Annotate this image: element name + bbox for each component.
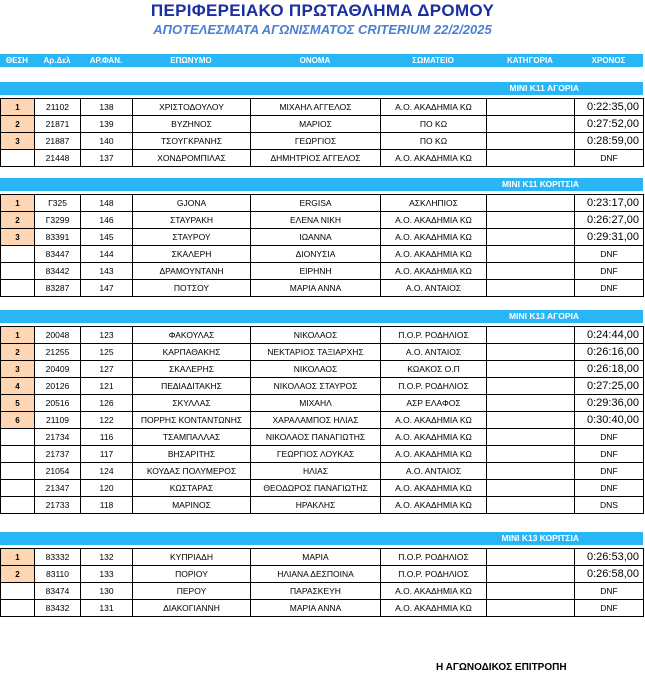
name-cell: ΗΛΙΑΣ — [251, 463, 381, 480]
section-title: ΜΙΝΙ Κ13 ΑΓΟΡΙΑ — [509, 311, 579, 321]
position-cell: 3 — [1, 361, 35, 378]
category-cell — [487, 99, 575, 116]
surname-cell: ΔΙΑΚΟΓΙΑΝΝΗ — [133, 600, 251, 617]
bib-cell: 143 — [81, 263, 133, 280]
name-cell: ΕΛΕΝΑ ΝΙΚΗ — [251, 212, 381, 229]
time-cell: DNF — [575, 446, 644, 463]
table-row — [1, 361, 644, 378]
category-cell — [487, 229, 575, 246]
surname-cell: ΤΣΟΥΓΚΡΑΝΗΣ — [133, 133, 251, 150]
name-cell: ΔΗΜΗΤΡΙΟΣ ΑΓΓΕΛΟΣ — [251, 150, 381, 167]
category-cell — [487, 412, 575, 429]
surname-cell: ΜΑΡΙΝΟΣ — [133, 497, 251, 514]
club-cell: Α.Ο. ΑΚΑΔΗΜΙΑ ΚΩ — [381, 150, 487, 167]
table-row — [1, 263, 644, 280]
time-cell: 0:26:16,00 — [575, 344, 644, 361]
club-cell: ΠΟ ΚΩ — [381, 133, 487, 150]
surname-cell: GJONA — [133, 195, 251, 212]
position-cell: 1 — [1, 327, 35, 344]
table-row — [1, 133, 644, 150]
name-cell: ΜΑΡΙΑ — [251, 549, 381, 566]
club-cell: Α.Ο. ΑΚΑΔΗΜΙΑ ΚΩ — [381, 412, 487, 429]
category-cell — [487, 497, 575, 514]
position-cell: 2 — [1, 566, 35, 583]
results-table — [0, 98, 644, 167]
category-cell — [487, 361, 575, 378]
col-position: ΘΕΣΗ — [5, 56, 29, 65]
club-cell: Π.Ο.Ρ. ΡΟΔΗΛΙΟΣ — [381, 327, 487, 344]
del-cell: 21887 — [35, 133, 81, 150]
name-cell: ΝΕΚΤΑΡΙΟΣ ΤΑΞΙΑΡΧΗΣ — [251, 344, 381, 361]
name-cell: ΝΙΚΟΛΑΟΣ ΣΤΑΥΡΟΣ — [251, 378, 381, 395]
position-cell — [1, 246, 35, 263]
name-cell: ΜΑΡΙΟΣ — [251, 116, 381, 133]
del-cell: 21054 — [35, 463, 81, 480]
category-cell — [487, 212, 575, 229]
bib-cell: 118 — [81, 497, 133, 514]
del-cell: 83110 — [35, 566, 81, 583]
club-cell: Α.Ο. ΑΚΑΔΗΜΙΑ ΚΩ — [381, 583, 487, 600]
club-cell: Α.Ο. ΑΚΑΔΗΜΙΑ ΚΩ — [381, 600, 487, 617]
category-cell — [487, 480, 575, 497]
name-cell: ΧΑΡΑΛΑΜΠΟΣ ΗΛΙΑΣ — [251, 412, 381, 429]
table-row — [1, 395, 644, 412]
name-cell: ΕΙΡΗΝΗ — [251, 263, 381, 280]
table-row — [1, 280, 644, 297]
time-cell: 0:23:17,00 — [575, 195, 644, 212]
name-cell: ERGISA — [251, 195, 381, 212]
table-row — [1, 549, 644, 566]
club-cell: Α.Ο. ΑΚΑΔΗΜΙΑ ΚΩ — [381, 263, 487, 280]
results-table — [0, 194, 644, 297]
bib-cell: 144 — [81, 246, 133, 263]
col-club: ΣΩΜΑΤΕΙΟ — [412, 56, 454, 65]
club-cell: Α.Ο. ΑΝΤΑΙΟΣ — [381, 344, 487, 361]
category-cell — [487, 150, 575, 167]
time-cell: DNF — [575, 480, 644, 497]
time-cell: DNF — [575, 600, 644, 617]
table-row — [1, 150, 644, 167]
surname-cell: ΤΣΑΜΠΑΛΛΑΣ — [133, 429, 251, 446]
category-cell — [487, 246, 575, 263]
name-cell: ΓΕΩΡΓΙΟΣ ΛΟΥΚΑΣ — [251, 446, 381, 463]
table-row — [1, 378, 644, 395]
club-cell: Α.Ο. ΑΚΑΔΗΜΙΑ ΚΩ — [381, 246, 487, 263]
table-row — [1, 600, 644, 617]
col-name: ΟΝΟΜΑ — [299, 56, 331, 65]
bib-cell: 120 — [81, 480, 133, 497]
time-cell: 0:26:27,00 — [575, 212, 644, 229]
time-cell: 0:27:25,00 — [575, 378, 644, 395]
name-cell: ΝΙΚΟΛΑΟΣ — [251, 327, 381, 344]
position-cell — [1, 583, 35, 600]
surname-cell: ΣΤΑΥΡΑΚΗ — [133, 212, 251, 229]
table-row — [1, 480, 644, 497]
surname-cell: ΣΚΑΛΕΡΗΣ — [133, 361, 251, 378]
table-row — [1, 99, 644, 116]
del-cell: Γ325 — [35, 195, 81, 212]
category-cell — [487, 463, 575, 480]
category-cell — [487, 195, 575, 212]
surname-cell: ΣΚΥΛΛΑΣ — [133, 395, 251, 412]
table-row — [1, 344, 644, 361]
table-row — [1, 429, 644, 446]
name-cell: ΝΙΚΟΛΑΟΣ ΠΑΝΑΓΙΩΤΗΣ — [251, 429, 381, 446]
table-row — [1, 463, 644, 480]
del-cell: 21255 — [35, 344, 81, 361]
bib-cell: 131 — [81, 600, 133, 617]
del-cell: 83474 — [35, 583, 81, 600]
section-title: ΜΙΝΙ Κ11 ΚΟΡΙΤΣΙΑ — [502, 179, 579, 189]
position-cell — [1, 446, 35, 463]
club-cell: Π.Ο.Ρ. ΡΟΔΗΛΙΟΣ — [381, 566, 487, 583]
del-cell: 83442 — [35, 263, 81, 280]
bib-cell: 147 — [81, 280, 133, 297]
section-header — [0, 532, 643, 545]
surname-cell: ΠΕΡΟΥ — [133, 583, 251, 600]
category-cell — [487, 116, 575, 133]
bib-cell: 137 — [81, 150, 133, 167]
del-cell: 21734 — [35, 429, 81, 446]
surname-cell: ΧΡΙΣΤΟΔΟΥΛΟΥ — [133, 99, 251, 116]
club-cell: Α.Ο. ΑΚΑΔΗΜΙΑ ΚΩ — [381, 429, 487, 446]
bib-cell: 124 — [81, 463, 133, 480]
time-cell: 0:29:31,00 — [575, 229, 644, 246]
surname-cell: ΚΟΥΔΑΣ ΠΟΛΥΜΕΡΟΣ — [133, 463, 251, 480]
position-cell — [1, 480, 35, 497]
name-cell: ΜΑΡΙΑ ΑΝΝΑ — [251, 600, 381, 617]
time-cell: DNF — [575, 246, 644, 263]
del-cell: 21102 — [35, 99, 81, 116]
surname-cell: ΚΑΡΠΑΘΑΚΗΣ — [133, 344, 251, 361]
position-cell: 2 — [1, 344, 35, 361]
del-cell: Γ3299 — [35, 212, 81, 229]
surname-cell: ΠΕΔΙΑΔΙΤΑΚΗΣ — [133, 378, 251, 395]
col-surname: ΕΠΩΝΥΜΟ — [170, 56, 212, 65]
bib-cell: 140 — [81, 133, 133, 150]
bib-cell: 132 — [81, 549, 133, 566]
position-cell — [1, 497, 35, 514]
del-cell: 21347 — [35, 480, 81, 497]
position-cell — [1, 600, 35, 617]
table-row — [1, 566, 644, 583]
table-row — [1, 229, 644, 246]
results-table — [0, 548, 644, 617]
category-cell — [487, 344, 575, 361]
table-row — [1, 497, 644, 514]
bib-cell: 138 — [81, 99, 133, 116]
bib-cell: 122 — [81, 412, 133, 429]
category-cell — [487, 327, 575, 344]
name-cell: ΓΕΩΡΓΙΟΣ — [251, 133, 381, 150]
position-cell — [1, 150, 35, 167]
position-cell: 2 — [1, 212, 35, 229]
club-cell: Α.Ο. ΑΚΑΔΗΜΙΑ ΚΩ — [381, 446, 487, 463]
section-header — [0, 82, 643, 95]
category-cell — [487, 429, 575, 446]
surname-cell: ΠΟΡΡΗΣ ΚΟΝΤΑΝΤΩΝΗΣ — [133, 412, 251, 429]
time-cell: 0:24:44,00 — [575, 327, 644, 344]
position-cell: 1 — [1, 549, 35, 566]
category-cell — [487, 395, 575, 412]
section-title: ΜΙΝΙ Κ13 ΚΟΡΙΤΣΙΑ — [501, 533, 579, 543]
table-row — [1, 446, 644, 463]
category-cell — [487, 280, 575, 297]
time-cell: 0:26:58,00 — [575, 566, 644, 583]
section-title: ΜΙΝΙ Κ11 ΑΓΟΡΙΑ — [509, 83, 579, 93]
position-cell — [1, 280, 35, 297]
bib-cell: 133 — [81, 566, 133, 583]
category-cell — [487, 446, 575, 463]
time-cell: 0:22:35,00 — [575, 99, 644, 116]
name-cell: ΗΡΑΚΛΗΣ — [251, 497, 381, 514]
position-cell: 6 — [1, 412, 35, 429]
surname-cell: ΦΑΚΟΥΛΑΣ — [133, 327, 251, 344]
table-row — [1, 583, 644, 600]
position-cell — [1, 263, 35, 280]
name-cell: ΜΙΧΑΗΛ ΑΓΓΕΛΟΣ — [251, 99, 381, 116]
club-cell: Π.Ο.Ρ. ΡΟΔΗΛΙΟΣ — [381, 378, 487, 395]
time-cell: 0:30:40,00 — [575, 412, 644, 429]
name-cell: ΝΙΚΟΛΑΟΣ — [251, 361, 381, 378]
bib-cell: 146 — [81, 212, 133, 229]
bib-cell: 139 — [81, 116, 133, 133]
surname-cell: ΒΗΣΑΡΙΤΗΣ — [133, 446, 251, 463]
footer-signature: Η ΑΓΩΝΟΔΙΚΟΣ ΕΠΙΤΡΟΠΗ — [436, 662, 567, 673]
del-cell: 21448 — [35, 150, 81, 167]
time-cell: 0:26:53,00 — [575, 549, 644, 566]
table-row — [1, 412, 644, 429]
name-cell: ΙΩΑΝΝΑ — [251, 229, 381, 246]
time-cell: DNS — [575, 497, 644, 514]
page-subtitle: ΑΠΟΤΕΛΕΣΜΑΤΑ ΑΓΩΝΙΣΜΑΤΟΣ CRITERIUM 22/2/2025 — [153, 22, 492, 37]
time-cell: DNF — [575, 150, 644, 167]
page-title: ΠΕΡΙΦΕΡΕΙΑΚΟ ΠΡΩΤΑΘΛΗΜΑ ΔΡΟΜΟΥ — [150, 1, 495, 20]
club-cell: ΠΟ ΚΩ — [381, 116, 487, 133]
table-row — [1, 212, 644, 229]
column-header-row — [0, 54, 643, 67]
time-cell: DNF — [575, 280, 644, 297]
name-cell: ΘΕΟΔΩΡΟΣ ΠΑΝΑΓΙΩΤΗΣ — [251, 480, 381, 497]
surname-cell: ΠΟΤΣΟΥ — [133, 280, 251, 297]
club-cell: ΑΣΚΛΗΠΙΟΣ — [381, 195, 487, 212]
section-header — [0, 310, 643, 323]
club-cell: Α.Ο. ΑΚΑΔΗΜΙΑ ΚΩ — [381, 480, 487, 497]
col-bib: ΑΡ.ΦΑΝ. — [89, 56, 123, 65]
position-cell: 2 — [1, 116, 35, 133]
position-cell: 1 — [1, 99, 35, 116]
del-cell: 20409 — [35, 361, 81, 378]
results-table — [0, 326, 644, 514]
name-cell: ΠΑΡΑΣΚΕΥΗ — [251, 583, 381, 600]
bib-cell: 127 — [81, 361, 133, 378]
club-cell: Α.Ο. ΑΚΑΔΗΜΙΑ ΚΩ — [381, 212, 487, 229]
del-cell: 83432 — [35, 600, 81, 617]
club-cell: ΑΣΡ ΕΛΑΦΟΣ — [381, 395, 487, 412]
position-cell: 1 — [1, 195, 35, 212]
club-cell: Α.Ο. ΑΚΑΔΗΜΙΑ ΚΩ — [381, 497, 487, 514]
bib-cell: 123 — [81, 327, 133, 344]
del-cell: 20516 — [35, 395, 81, 412]
del-cell: 83332 — [35, 549, 81, 566]
time-cell: DNF — [575, 463, 644, 480]
surname-cell: ΣΚΑΛΕΡΗ — [133, 246, 251, 263]
surname-cell: ΔΡΑΜΟΥΝΤΑΝΗ — [133, 263, 251, 280]
del-cell: 21109 — [35, 412, 81, 429]
del-cell: 83287 — [35, 280, 81, 297]
category-cell — [487, 583, 575, 600]
name-cell: ΔΙΟΝΥΣΙΑ — [251, 246, 381, 263]
col-del: Αρ.Δελ — [43, 56, 71, 65]
time-cell: 0:27:52,00 — [575, 116, 644, 133]
del-cell: 83391 — [35, 229, 81, 246]
del-cell: 83447 — [35, 246, 81, 263]
del-cell: 20048 — [35, 327, 81, 344]
category-cell — [487, 378, 575, 395]
time-cell: DNF — [575, 429, 644, 446]
position-cell: 4 — [1, 378, 35, 395]
club-cell: Α.Ο. ΑΚΑΔΗΜΙΑ ΚΩ — [381, 99, 487, 116]
surname-cell: ΠΟΡΙΟΥ — [133, 566, 251, 583]
time-cell: DNF — [575, 263, 644, 280]
del-cell: 21737 — [35, 446, 81, 463]
position-cell: 3 — [1, 229, 35, 246]
club-cell: Π.Ο.Ρ. ΡΟΔΗΛΙΟΣ — [381, 549, 487, 566]
table-row — [1, 246, 644, 263]
position-cell — [1, 463, 35, 480]
bib-cell: 117 — [81, 446, 133, 463]
table-row — [1, 195, 644, 212]
category-cell — [487, 600, 575, 617]
club-cell: Α.Ο. ΑΚΑΔΗΜΙΑ ΚΩ — [381, 229, 487, 246]
category-cell — [487, 133, 575, 150]
surname-cell: ΧΟΝΔΡΟΜΠΙΛΑΣ — [133, 150, 251, 167]
category-cell — [487, 549, 575, 566]
del-cell: 21733 — [35, 497, 81, 514]
del-cell: 20126 — [35, 378, 81, 395]
section-header — [0, 178, 643, 191]
position-cell: 5 — [1, 395, 35, 412]
bib-cell: 116 — [81, 429, 133, 446]
name-cell: ΗΛΙΑΝΑ ΔΕΣΠΟΙΝΑ — [251, 566, 381, 583]
name-cell: ΜΑΡΙΑ ΑΝΝΑ — [251, 280, 381, 297]
bib-cell: 130 — [81, 583, 133, 600]
time-cell: DNF — [575, 583, 644, 600]
time-cell: 0:29:36,00 — [575, 395, 644, 412]
category-cell — [487, 566, 575, 583]
time-cell: 0:26:18,00 — [575, 361, 644, 378]
position-cell — [1, 429, 35, 446]
del-cell: 21871 — [35, 116, 81, 133]
bib-cell: 148 — [81, 195, 133, 212]
club-cell: Α.Ο. ΑΝΤΑΙΟΣ — [381, 280, 487, 297]
col-time: ΧΡΟΝΟΣ — [591, 56, 626, 65]
surname-cell: ΚΩΣΤΑΡΑΣ — [133, 480, 251, 497]
position-cell: 3 — [1, 133, 35, 150]
table-row — [1, 327, 644, 344]
club-cell: Α.Ο. ΑΝΤΑΙΟΣ — [381, 463, 487, 480]
table-row — [1, 116, 644, 133]
bib-cell: 126 — [81, 395, 133, 412]
surname-cell: ΒΥΖΗΝΟΣ — [133, 116, 251, 133]
bib-cell: 121 — [81, 378, 133, 395]
name-cell: ΜΙΧΑΗΛ — [251, 395, 381, 412]
time-cell: 0:28:59,00 — [575, 133, 644, 150]
club-cell: ΚΩΑΚΟΣ Ο.Π — [381, 361, 487, 378]
bib-cell: 125 — [81, 344, 133, 361]
category-cell — [487, 263, 575, 280]
bib-cell: 145 — [81, 229, 133, 246]
col-category: ΚΑΤΗΓΟΡΙΑ — [507, 56, 553, 65]
surname-cell: ΣΤΑΥΡΟΥ — [133, 229, 251, 246]
surname-cell: ΚΥΠΡΙΑΔΗ — [133, 549, 251, 566]
